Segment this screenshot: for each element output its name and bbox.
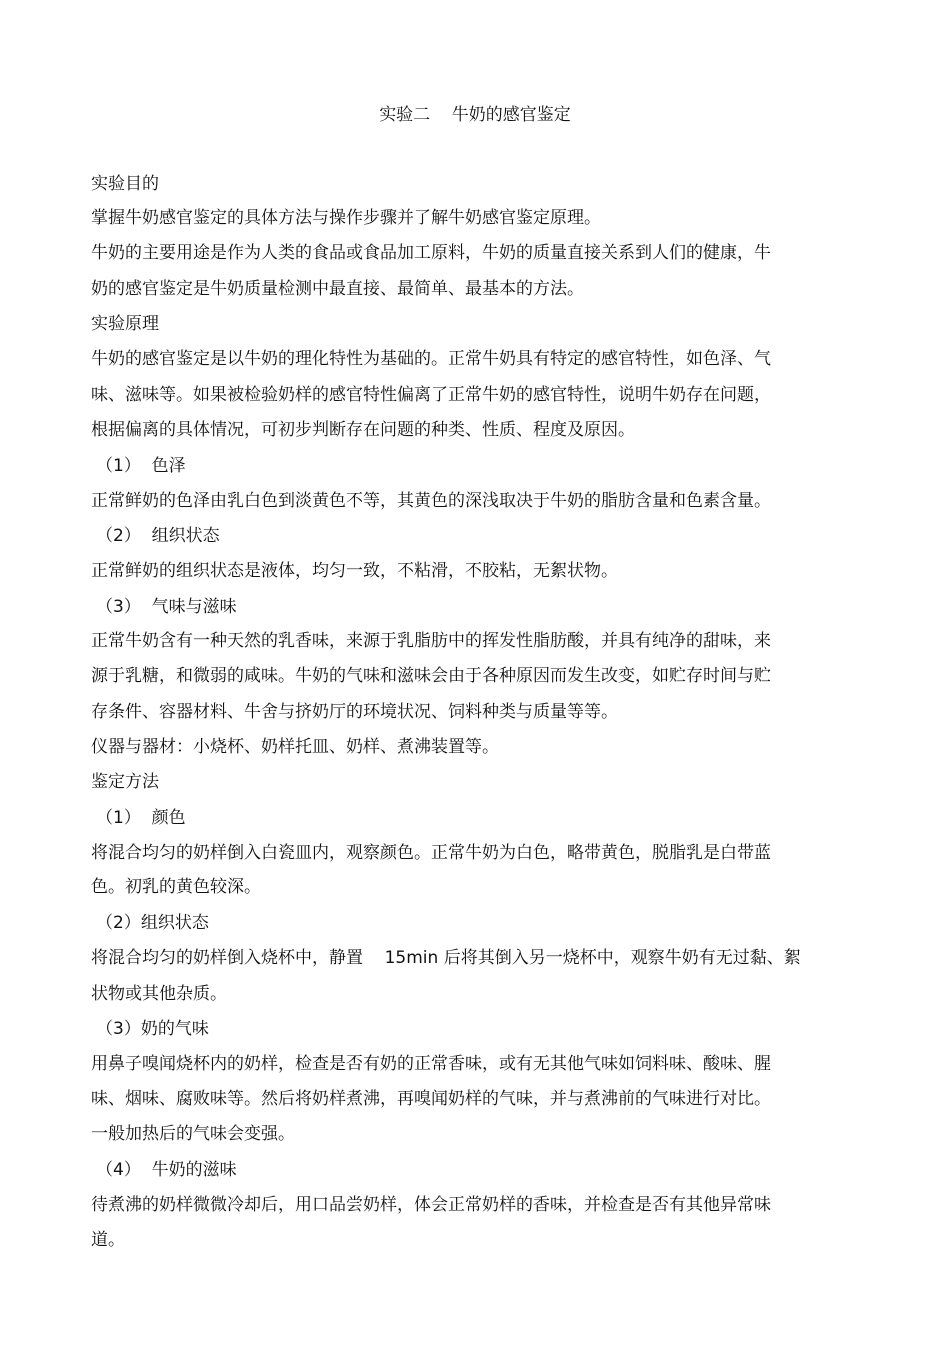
section-heading-purpose: 实验目的 [91,174,159,194]
paragraph-line: 根据偏离的具体情况，可初步判断存在问题的种类、性质、程度及原因。 [91,420,635,440]
document-title: 实验二 牛奶的感官鉴定 [379,105,571,125]
paragraph-line: 味、烟味、腐败味等。然后将奶样煮沸，再嗅闻奶样的气味，并与煮沸前的气味进行对比。 [91,1089,771,1109]
paragraph-line: 掌握牛奶感官鉴定的具体方法与操作步骤并了解牛奶感官鉴定原理。 [91,208,601,228]
subheading-method-color: （1） 颜色 [96,808,186,828]
paragraph-line: 味、滋味等。如果被检验奶样的感官特性偏离了正常牛奶的感官特性，说明牛奶存在问题， [91,385,771,405]
paragraph-line: 将混合均匀的奶样倒入白瓷皿内，观察颜色。正常牛奶为白色，略带黄色，脱脂乳是白带蓝 [91,843,771,863]
paragraph-line: 牛奶的感官鉴定是以牛奶的理化特性为基础的。正常牛奶具有特定的感官特性，如色泽、气 [91,349,771,369]
paragraph-line: 将混合均匀的奶样倒入烧杯中，静置 15min 后将其倒入另一烧杯中，观察牛奶有无过黏、絮 [91,948,801,968]
subheading-method-taste: （4） 牛奶的滋味 [96,1160,237,1180]
subheading-texture: （2） 组织状态 [96,526,220,546]
subheading-method-smell: （3）奶的气味 [96,1019,209,1039]
paragraph-line: 正常鲜奶的色泽由乳白色到淡黄色不等，其黄色的深浅取决于牛奶的脂肪含量和色素含量。 [91,491,771,511]
paragraph-line: 用鼻子嗅闻烧杯内的奶样，检查是否有奶的正常香味，或有无其他气味如饲料味、酸味、腥 [91,1054,771,1074]
section-heading-principle: 实验原理 [91,314,159,334]
paragraph-line: 正常牛奶含有一种天然的乳香味，来源于乳脂肪中的挥发性脂肪酸，并具有纯净的甜味，来 [91,631,771,651]
paragraph-line: 一般加热后的气味会变强。 [91,1124,295,1144]
equipment-line: 仪器与器材：小烧杯、奶样托皿、奶样、煮沸装置等。 [91,737,499,757]
paragraph-line: 牛奶的主要用途是作为人类的食品或食品加工原料，牛奶的质量直接关系到人们的健康，牛 [91,243,771,263]
subheading-smell-taste: （3） 气味与滋味 [96,597,237,617]
paragraph-line: 存条件、容器材料、牛舍与挤奶厅的环境状况、饲料种类与质量等等。 [91,702,618,722]
paragraph-line: 状物或其他杂质。 [91,984,227,1004]
paragraph-line: 道。 [91,1230,125,1250]
subheading-color: （1） 色泽 [96,456,186,476]
paragraph-line: 色。初乳的黄色较深。 [91,877,261,897]
paragraph-line: 源于乳糖，和微弱的咸味。牛奶的气味和滋味会由于各种原因而发生改变，如贮存时间与贮 [91,666,771,686]
section-heading-method: 鉴定方法 [91,772,159,792]
paragraph-line: 正常鲜奶的组织状态是液体，均匀一致，不粘滑，不胶粘，无絮状物。 [91,561,618,581]
paragraph-line: 奶的感官鉴定是牛奶质量检测中最直接、最简单、最基本的方法。 [91,279,584,299]
paragraph-line: 待煮沸的奶样微微冷却后，用口品尝奶样，体会正常奶样的香味，并检查是否有其他异常味 [91,1195,771,1215]
subheading-method-texture: （2）组织状态 [96,913,209,933]
